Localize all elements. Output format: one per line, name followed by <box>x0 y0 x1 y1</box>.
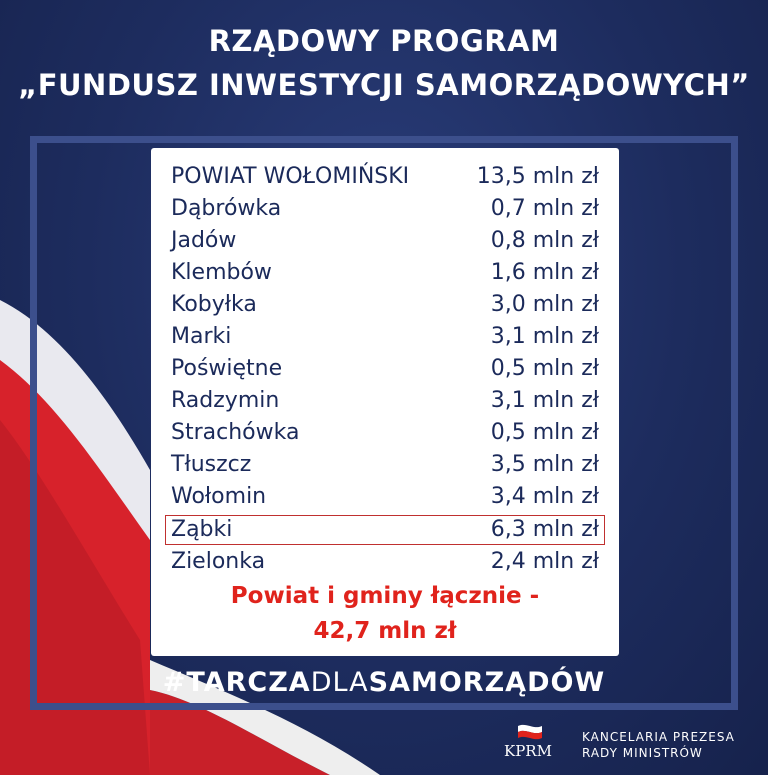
hashtag-part-2: DLA <box>310 667 369 698</box>
table-row <box>171 386 611 416</box>
row-name: Wołomin <box>171 484 267 509</box>
table-row <box>171 482 611 512</box>
table-row <box>171 354 611 384</box>
table-row <box>171 194 611 224</box>
table-row-highlighted <box>171 515 611 545</box>
row-value: 0,5 mln zł <box>490 356 599 381</box>
row-value: 0,5 mln zł <box>490 420 599 445</box>
table-row <box>171 290 611 320</box>
total-value: 42,7 mln zł <box>313 618 457 644</box>
table-row <box>171 226 611 256</box>
kprm-logo-text: KPRM <box>504 742 552 760</box>
campaign-hashtag <box>0 667 768 698</box>
org-name-line-1: KANCELARIA PREZESA <box>582 730 735 744</box>
row-name: Klembów <box>171 260 272 285</box>
page-title-line-2: „FUNDUSZ INWESTYCJI SAMORZĄDOWYCH” <box>18 68 750 102</box>
row-name: Ząbki <box>171 517 233 542</box>
table-header-row <box>171 162 611 192</box>
total-label: Powiat i gminy łącznie - <box>230 583 540 609</box>
row-name: Zielonka <box>171 549 266 574</box>
row-value: 3,1 mln zł <box>490 388 599 413</box>
table-row <box>171 418 611 448</box>
row-name: Radzymin <box>171 388 280 413</box>
hashtag-part-1: #TARCZA <box>162 667 311 698</box>
table-row <box>171 322 611 352</box>
row-value: 3,5 mln zł <box>490 452 599 477</box>
org-name-line-2: RADY MINISTRÓW <box>582 746 703 760</box>
row-value: 0,8 mln zł <box>490 228 599 253</box>
header-value: 13,5 mln zł <box>476 164 599 189</box>
row-value: 1,6 mln zł <box>490 260 599 285</box>
row-value: 3,0 mln zł <box>490 292 599 317</box>
table-row <box>171 547 611 577</box>
row-name: Jadów <box>171 228 237 253</box>
row-value: 0,7 mln zł <box>490 196 599 221</box>
page-title-line-1: RZĄDOWY PROGRAM <box>208 24 560 58</box>
row-name: Poświętne <box>171 356 283 381</box>
row-value: 3,1 mln zł <box>490 324 599 349</box>
hashtag-part-3: SAMORZĄDÓW <box>368 667 606 698</box>
row-value: 2,4 mln zł <box>490 549 599 574</box>
row-name: Dąbrówka <box>171 196 282 221</box>
header-name: POWIAT WOŁOMIŃSKI <box>171 164 410 189</box>
row-name: Strachówka <box>171 420 300 445</box>
row-name: Kobyłka <box>171 292 257 317</box>
table-row <box>171 450 611 480</box>
table-row <box>171 258 611 288</box>
row-value: 6,3 mln zł <box>490 517 599 542</box>
funding-table-panel <box>151 148 619 656</box>
row-value: 3,4 mln zł <box>490 484 599 509</box>
row-name: Tłuszcz <box>171 452 252 477</box>
row-name: Marki <box>171 324 232 349</box>
